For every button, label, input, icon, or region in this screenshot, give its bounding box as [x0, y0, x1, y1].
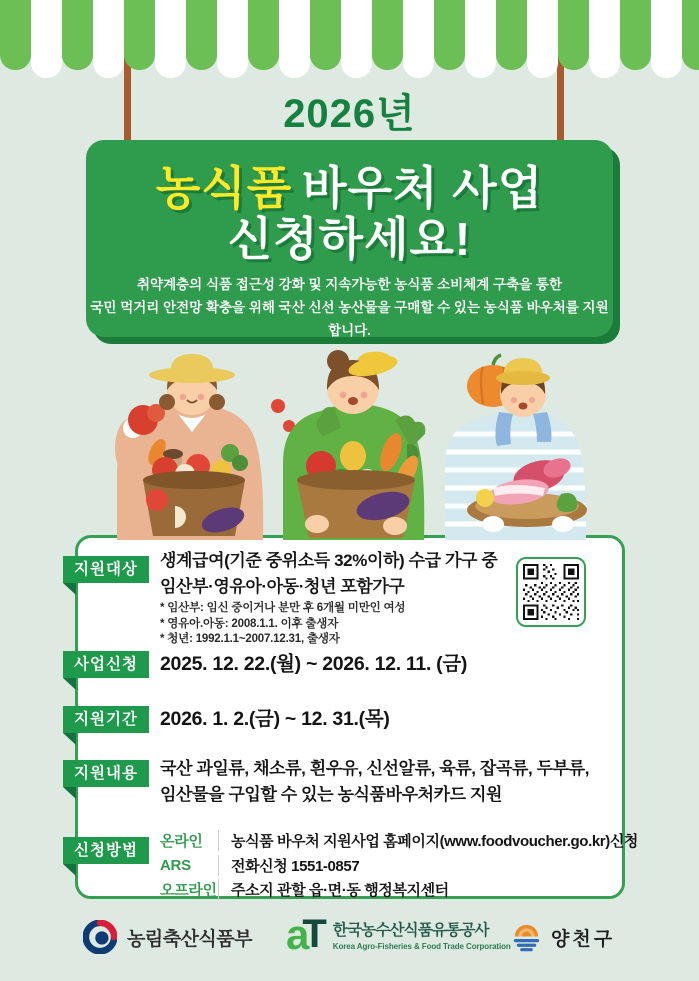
awning-stripe: [341, 0, 372, 78]
support-items-line1: 국산 과일류, 채소류, 흰우유, 신선알류, 육류, 잡곡류, 두부류,: [160, 759, 590, 778]
support-period-value: 2026. 1. 2.(금) ~ 12. 31.(목): [160, 708, 390, 730]
awning: [0, 0, 699, 80]
qr-code: [516, 557, 586, 627]
mafra-symbol-icon: [83, 920, 117, 954]
awning-stripe: [496, 0, 527, 70]
target-note-1: * 임산부: 임신 중이거나 분만 후 6개월 미만인 여성: [160, 602, 406, 614]
target-line2: 임산부·영유아·아동·청년 포함가구: [160, 577, 405, 596]
awning-stripe: [310, 0, 341, 70]
method-row-offline: [160, 879, 449, 899]
awning-stripe: [465, 0, 496, 78]
at-name-korean: 한국농수산식품유통공사: [332, 922, 489, 940]
badge-application: 사업신청: [63, 651, 149, 678]
awning-stripe: [31, 0, 62, 78]
awning-stripe: [558, 0, 589, 70]
awning-stripe: [217, 0, 248, 78]
method-value-offline: 주소지 관할 읍·면·동 행정복지센터: [218, 879, 449, 900]
subtitle-line1: 취약계층의 식품 접근성 강화 및 지속가능한 농식품 소비체계 구축을 통한: [137, 277, 562, 293]
method-name-offline: 오프라인: [160, 881, 217, 899]
target-notes: [160, 601, 405, 648]
at-corporation-logo: [286, 911, 511, 958]
awning-stripe: [155, 0, 186, 78]
awning-stripe: [0, 0, 31, 70]
badge-support-period: 지원기간: [63, 706, 149, 733]
badge-support-items: 지원내용: [63, 760, 149, 787]
awning-stripe: [279, 0, 310, 78]
poster-title-highlight: 농식품: [155, 162, 293, 214]
poster-title-rest: 바우처 사업: [302, 162, 544, 214]
poster-title-line1: [86, 164, 613, 214]
awning-stripe: [124, 0, 155, 70]
signboard: [86, 140, 613, 337]
awning-stripe: [589, 0, 620, 78]
awning-stripe: [62, 0, 93, 70]
target-line1: 생계급여(기준 중위소득 32%이하) 수급 가구 중: [160, 551, 498, 570]
person-left: [115, 354, 263, 540]
awning-stripe: [403, 0, 434, 78]
application-period-value: 2025. 12. 22.(월) ~ 2026. 12. 11. (금): [160, 653, 468, 675]
method-name-online: 온라인: [160, 832, 203, 850]
person-middle: [283, 350, 425, 540]
awning-stripe: [372, 0, 403, 70]
awning-stripe: [248, 0, 279, 70]
awning-stripe: [527, 0, 558, 78]
badge-support-target: 지원대상: [63, 556, 149, 583]
awning-stripe: [186, 0, 217, 70]
method-row-ars: [160, 855, 359, 875]
at-name-block: [333, 918, 511, 951]
awning-stripe: [651, 0, 682, 78]
method-value-ars: 전화신청 1551-0857: [218, 855, 359, 876]
target-note-2: * 영유아.아동: 2008.1.1. 이후 출생자: [160, 617, 339, 630]
poster-title-line2: 신청하세요!: [227, 212, 472, 265]
awning-stripe: [682, 0, 699, 70]
illustration-people: [95, 348, 605, 540]
method-name-ars: ARS: [160, 856, 191, 874]
method-row-online: [160, 830, 638, 850]
yangcheon-emblem-icon: [510, 921, 543, 954]
awning-stripe: [620, 0, 651, 70]
awning-stripe: [434, 0, 465, 70]
year-label: 2026년: [283, 92, 416, 136]
person-right: [443, 358, 589, 540]
mafra-name: 농림축산식품부: [127, 928, 252, 950]
at-mark-a: a: [286, 911, 310, 958]
support-items-line2: 임산물을 구입할 수 있는 농식품바우처카드 지원: [160, 785, 503, 804]
at-name-english: Korea Agro-Fisheries & Food Trade Corporation: [332, 942, 511, 952]
awning-stripe: [93, 0, 124, 78]
method-value-online: 농식품 바우처 지원사업 홈페이지(www.foodvoucher.go.kr)신청: [218, 830, 638, 851]
mafra-logo: [83, 920, 252, 954]
at-mark-icon: [286, 911, 327, 958]
subtitle-line2: 국민 먹거리 안전망 확충을 위해 국산 신선 농산물을 구매할 수 있는 농식품 바우처를 지원합니다.: [90, 300, 609, 339]
badge-how-to-apply: 신청방법: [63, 837, 149, 864]
at-mark-t: T: [302, 912, 327, 956]
yangcheon-name: 양천구: [551, 929, 616, 950]
yangcheon-logo: [510, 921, 615, 954]
target-note-3: * 청년: 1992.1.1~2007.12.31, 출생자: [160, 633, 340, 645]
poster-subtitle: [86, 274, 613, 343]
